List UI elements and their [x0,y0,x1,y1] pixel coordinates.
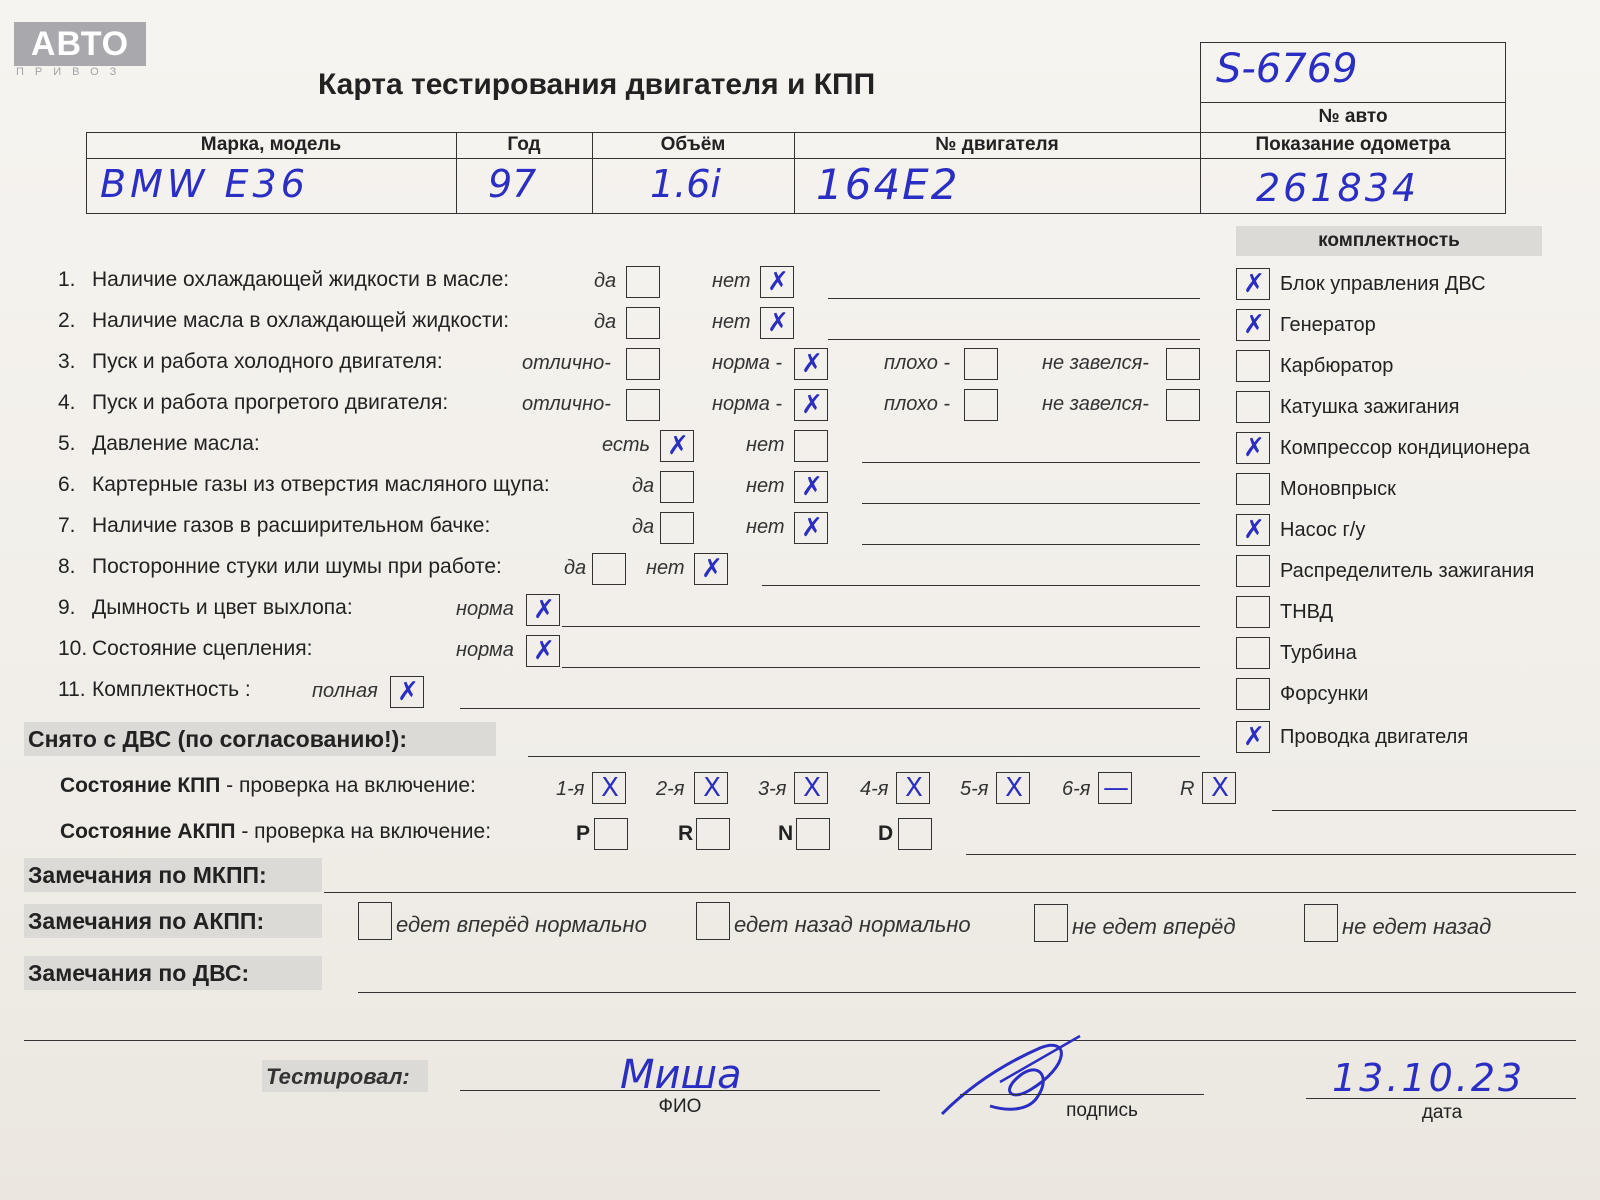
kit-ecu-checkbox[interactable] [1236,268,1270,300]
check-2-num: 2. [58,309,76,332]
kit-title: комплектность [1318,230,1460,251]
row5-no-checkbox[interactable] [794,430,828,462]
check-8-text: Посторонние стуки или шумы при работе: [92,555,502,578]
kit-distributor-label: Распределитель зажигания [1280,560,1535,582]
kit-coil-checkbox[interactable] [1236,391,1270,423]
kpp-label-rest: - проверка на включение: [220,774,476,797]
row3-opt-normal: норма - [712,352,783,374]
row2-opt-no: нет [712,311,751,333]
engine-no-value: 164E2 [816,160,960,209]
row7-opt-no: нет [746,516,785,538]
gear-3-mark: X [803,773,821,803]
check-1-num: 1. [58,268,76,291]
volume-value: 1.6i [650,162,721,206]
kit-turbo-label: Турбина [1280,642,1357,664]
check-9-num: 9. [58,596,76,619]
akpp-label-rest: - проверка на включение: [235,820,492,843]
row7-no-checkbox[interactable] [794,512,828,544]
akpp-no-reverse-checkbox[interactable] [1304,904,1338,942]
removed-line [528,756,1200,757]
year-value: 97 [488,162,537,206]
gear-r-checkbox[interactable] [1202,772,1236,804]
akpp-reverse-ok-checkbox[interactable] [696,902,730,940]
row3-opt-bad: плохо - [884,352,951,374]
auto-no-label: № авто [1318,106,1388,127]
gear-6-checkbox[interactable] [1098,772,1132,804]
check-6-text: Картерные газы из отверстия масляного щупа: [92,473,550,496]
check-1-text: Наличие охлаждающей жидкости в масле: [92,268,510,291]
check-5-num: 5. [58,432,76,455]
check-10-num: 10. [58,637,88,660]
row3-opt-excellent: отлично- [522,352,611,374]
row3-excellent-checkbox[interactable] [626,348,660,380]
row10-opt-normal: норма [456,639,514,661]
akpp-mode-p-checkbox[interactable] [594,818,628,850]
year-header: Год [507,134,541,155]
row6-opt-yes: да [632,475,655,497]
kit-generator-checkbox[interactable] [1236,309,1270,341]
gear-3-label: 3-я [758,778,787,800]
kit-generator-mark: ✗ [1243,310,1265,340]
row2-no-checkbox[interactable] [760,307,794,339]
kit-mono-injection-checkbox[interactable] [1236,473,1270,505]
gear-5-mark: X [1005,773,1023,803]
row4-no-start-checkbox[interactable] [1166,389,1200,421]
row6-yes-checkbox[interactable] [660,471,694,503]
check-4-num: 4. [58,391,76,414]
row7-no-mark: ✗ [801,513,823,543]
kit-turbo-checkbox[interactable] [1236,637,1270,669]
row7-note-line [862,544,1200,545]
akpp-mode-d-checkbox[interactable] [898,818,932,850]
row7-yes-checkbox[interactable] [660,512,694,544]
row1-no-checkbox[interactable] [760,266,794,298]
gear-r-label: R [1180,778,1195,800]
date-value: 13.10.23 [1332,1056,1526,1100]
row8-opt-no: нет [646,557,685,579]
kit-mono-injection-label: Моновпрыск [1280,478,1396,500]
check-11-num: 11. [58,678,86,701]
row1-yes-checkbox[interactable] [626,266,660,298]
check-6-num: 6. [58,473,76,496]
akpp-no-forward-checkbox[interactable] [1034,904,1068,942]
remarks-mkpp-label: Замечания по МКПП: [28,862,267,888]
check-11-text: Комплектность : [92,678,251,701]
row9-normal-mark: ✗ [533,595,555,625]
gear-6-label: 6-я [1062,778,1091,800]
check-7-num: 7. [58,514,76,537]
kit-ecu-label: Блок управления ДВС [1280,273,1486,295]
row6-no-checkbox[interactable] [794,471,828,503]
row2-opt-yes: да [594,311,617,333]
kit-wiring-mark: ✗ [1243,722,1265,752]
volume-header: Объём [660,134,726,155]
akpp-reverse-ok-label: едет назад нормально [734,912,971,937]
kit-tnvd-label: ТНВД [1280,601,1334,623]
check-9-text: Дымность и цвет выхлопа: [92,596,353,619]
row1-note-line [828,298,1200,299]
remarks-akpp-label: Замечания по АКПП: [28,908,265,934]
akpp-no-reverse-label: не едет назад [1342,914,1492,939]
gear-4-checkbox[interactable] [896,772,930,804]
kit-wiring-label: Проводка двигателя [1280,726,1469,748]
kit-distributor-checkbox[interactable] [1236,555,1270,587]
gear-r-mark: X [1211,773,1229,803]
row5-yes-mark: ✗ [667,431,689,461]
row5-opt-yes: есть [602,434,651,456]
make-model-value: BMW E36 [100,162,309,206]
kit-wiring-checkbox[interactable] [1236,721,1270,753]
gear-2-checkbox[interactable] [694,772,728,804]
check-2-text: Наличие масла в охлаждающей жидкости: [92,309,510,332]
gear-1-checkbox[interactable] [592,772,626,804]
gear-3-checkbox[interactable] [794,772,828,804]
akpp-note-line [966,854,1576,855]
sign-caption: подпись [1066,1100,1138,1121]
check-3-num: 3. [58,350,76,373]
row4-opt-normal: норма - [712,393,783,415]
row1-no-mark: ✗ [767,267,789,297]
kit-ps-pump-mark: ✗ [1243,515,1265,545]
akpp-label [60,820,491,844]
kit-ac-compressor-checkbox[interactable] [1236,432,1270,464]
kit-ac-compressor-mark: ✗ [1243,433,1265,463]
row3-bad-checkbox[interactable] [964,348,998,380]
odometer-value: 261834 [1256,166,1420,210]
kpp-label [60,774,476,798]
row8-yes-checkbox[interactable] [592,553,626,585]
row4-bad-checkbox[interactable] [964,389,998,421]
row10-note-line [562,667,1200,668]
kit-ps-pump-checkbox[interactable] [1236,514,1270,546]
row5-note-line [862,462,1200,463]
kit-ecu-mark: ✗ [1243,269,1265,299]
remarks-mkpp-line [324,892,1576,893]
row4-normal-checkbox[interactable] [794,389,828,421]
check-4-text: Пуск и работа прогретого двигателя: [92,391,449,414]
check-7-text: Наличие газов в расширительном бачке: [92,514,491,537]
kit-injectors-checkbox[interactable] [1236,678,1270,710]
row9-normal-checkbox[interactable] [526,594,560,626]
kit-ps-pump-label: Насос г/у [1280,519,1366,541]
row6-note-line [862,503,1200,504]
akpp-mode-n-label: N [778,822,794,845]
row6-opt-no: нет [746,475,785,497]
row5-opt-no: нет [746,434,785,456]
kit-ac-compressor-label: Компрессор кондиционера [1280,437,1530,459]
row8-opt-yes: да [564,557,587,579]
row11-note-line [460,708,1200,709]
date-line [1306,1098,1576,1099]
check-5-text: Давление масла: [92,432,260,455]
check-3-text: Пуск и работа холодного двигателя: [92,350,443,373]
check-10-text: Состояние сцепления: [92,637,313,660]
kit-carburetor-label: Карбюратор [1280,355,1394,377]
row2-no-mark: ✗ [767,308,789,338]
logo-subtitle: ПРИВОЗ [16,66,128,78]
gear-2-mark: X [703,773,721,803]
remarks-dvs-line-2 [24,1040,1576,1041]
tested-label: Тестировал: [266,1064,410,1089]
gear-4-label: 4-я [860,778,889,800]
gear-5-checkbox[interactable] [996,772,1030,804]
sign-line [960,1094,1204,1095]
row10-normal-checkbox[interactable] [526,635,560,667]
row3-opt-no-start: не завелся- [1042,352,1149,374]
akpp-mode-r-label: R [678,822,694,845]
akpp-label-bold: Состояние АКПП [60,820,236,843]
remarks-dvs-line [358,992,1576,993]
make-model-header: Марка, модель [200,134,342,155]
akpp-forward-ok-checkbox[interactable] [358,902,392,940]
gear-1-mark: X [601,773,619,803]
row5-yes-checkbox[interactable] [660,430,694,462]
row9-opt-normal: норма [456,598,514,620]
kpp-note-line [1272,810,1576,811]
gear-5-label: 5-я [960,778,989,800]
fio-value: Миша [620,1052,742,1098]
row4-opt-bad: плохо - [884,393,951,415]
removed-label: Снято с ДВС (по согласованию!): [28,726,407,752]
row3-normal-mark: ✗ [801,349,823,379]
row2-yes-checkbox[interactable] [626,307,660,339]
row10-normal-mark: ✗ [533,636,555,666]
header-table-divider [86,158,1506,159]
engine-no-header: № двигателя [935,134,1059,155]
row6-no-mark: ✗ [801,472,823,502]
avtoprivoz-logo: АВТО [14,22,146,66]
row4-opt-excellent: отлично- [522,393,611,415]
row4-excellent-checkbox[interactable] [626,389,660,421]
remarks-dvs-label: Замечания по ДВС: [28,960,250,986]
row11-full-mark: ✗ [397,677,419,707]
akpp-mode-p-label: P [576,822,591,845]
check-8-num: 8. [58,555,76,578]
row8-no-checkbox[interactable] [694,553,728,585]
gear-2-label: 2-я [656,778,685,800]
akpp-mode-r-checkbox[interactable] [696,818,730,850]
date-caption: дата [1421,1102,1463,1123]
kpp-label-bold: Состояние КПП [60,774,221,797]
akpp-mode-d-label: D [878,822,894,845]
odometer-header: Показание одометра [1255,134,1451,155]
row3-no-start-checkbox[interactable] [1166,348,1200,380]
fio-caption: ФИО [658,1096,702,1117]
akpp-no-forward-label: не едет вперёд [1072,914,1236,939]
row9-note-line [562,626,1200,627]
kit-carburetor-checkbox[interactable] [1236,350,1270,382]
row2-note-line [828,339,1200,340]
gear-6-mark: — [1103,773,1129,803]
row4-opt-no-start: не завелся- [1042,393,1149,415]
gear-4-mark: X [905,773,923,803]
row11-full-checkbox[interactable] [390,676,424,708]
kit-tnvd-checkbox[interactable] [1236,596,1270,628]
card-number: S-6769 [1216,46,1358,92]
row1-opt-yes: да [594,270,617,292]
row8-note-line [762,585,1200,586]
kit-generator-label: Генератор [1280,314,1376,336]
gear-1-label: 1-я [556,778,585,800]
row1-opt-no: нет [712,270,751,292]
row7-opt-yes: да [632,516,655,538]
row3-normal-checkbox[interactable] [794,348,828,380]
row8-no-mark: ✗ [701,554,723,584]
form-title: Карта тестирования двигателя и КПП [318,68,876,101]
akpp-mode-n-checkbox[interactable] [796,818,830,850]
kit-coil-label: Катушка зажигания [1280,396,1460,418]
kit-injectors-label: Форсунки [1280,683,1369,705]
row11-opt-full: полная [312,680,378,702]
fio-line [460,1090,880,1091]
akpp-forward-ok-label: едет вперёд нормально [396,912,647,937]
row4-normal-mark: ✗ [801,390,823,420]
